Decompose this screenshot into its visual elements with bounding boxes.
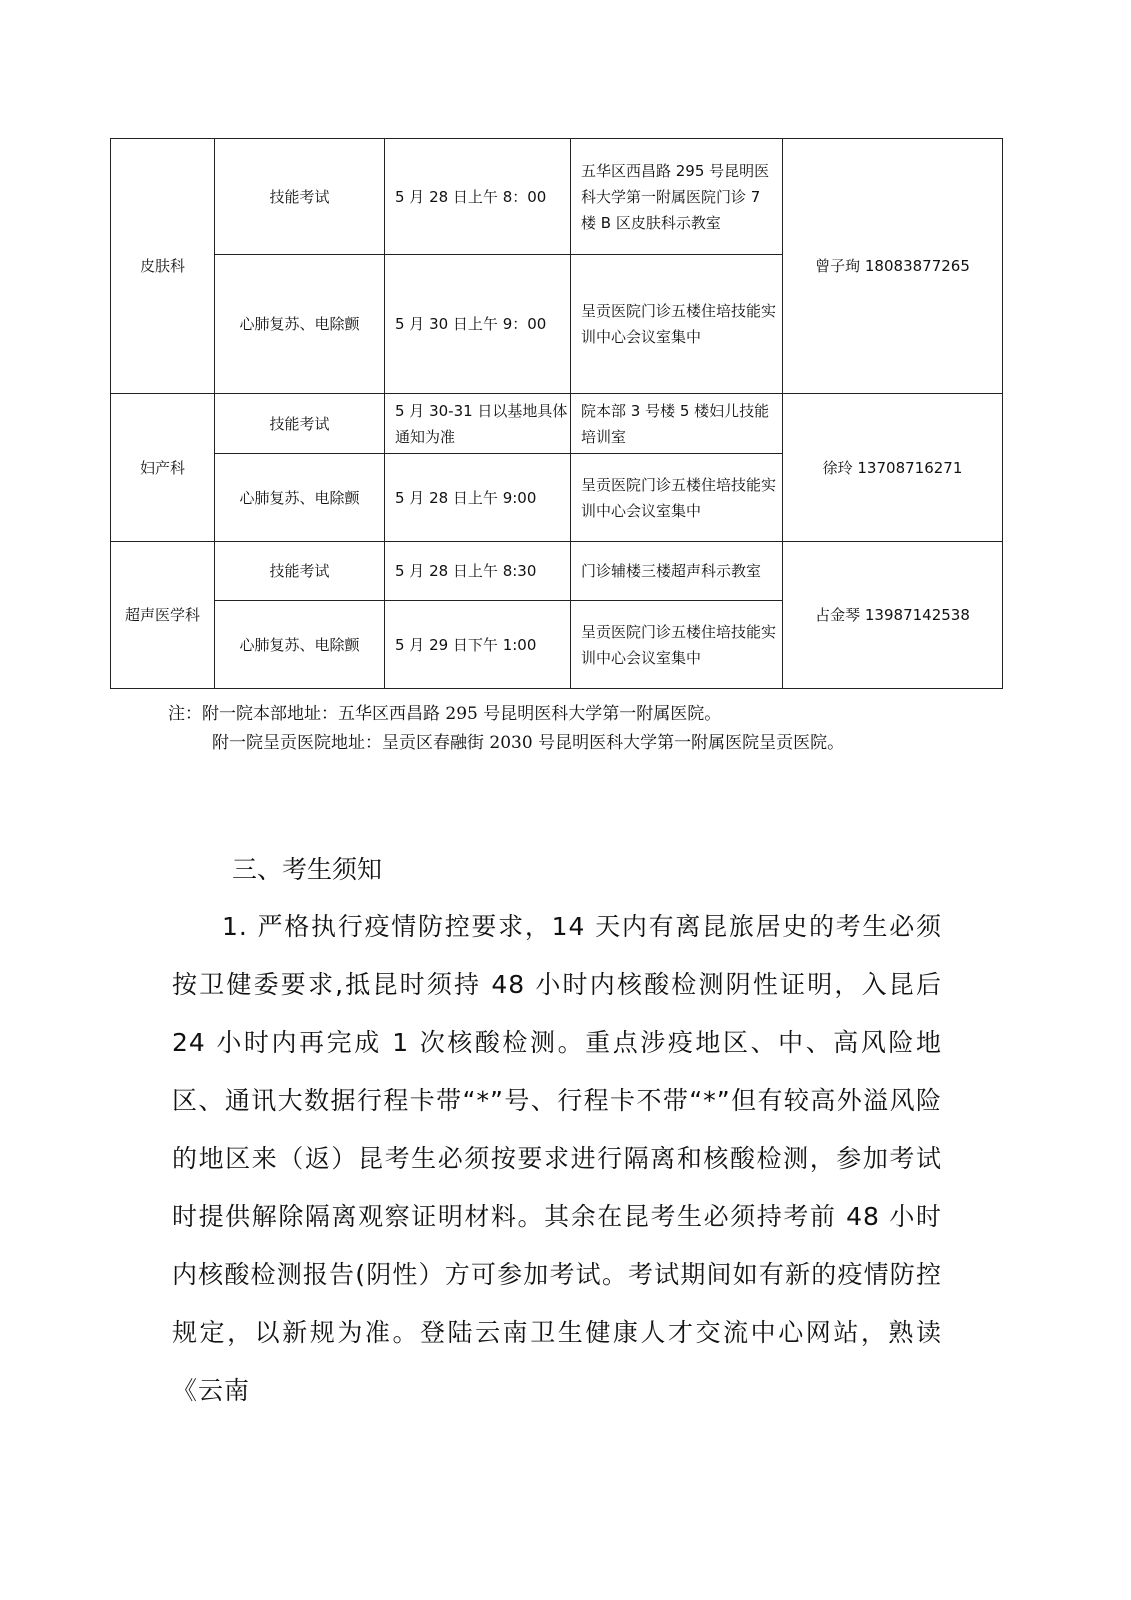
exam-cell: 技能考试	[215, 139, 385, 255]
dept-cell: 皮肤科	[111, 139, 215, 394]
address-note	[168, 700, 968, 758]
exam-cell: 心肺复苏、电除颤	[215, 601, 385, 689]
note-line-chenggong: 附一院呈贡医院地址：呈贡区春融街 2030 号昆明医科大学第一附属医院呈贡医院。	[212, 733, 845, 753]
time-cell: 5 月 28 日上午 9:00	[385, 454, 571, 542]
place-cell: 呈贡医院门诊五楼住培技能实训中心会议室集中	[571, 454, 783, 542]
table-row	[111, 139, 1003, 255]
time-cell: 5 月 30 日上午 9：00	[385, 255, 571, 394]
time-cell: 5 月 28 日上午 8：00	[385, 139, 571, 255]
contact-cell: 占金琴 13987142538	[783, 542, 1003, 689]
contact-cell: 曾子珣 18083877265	[783, 139, 1003, 394]
time-cell: 5 月 28 日上午 8:30	[385, 542, 571, 601]
time-cell: 5 月 30-31 日以基地具体通知为准	[385, 394, 571, 454]
table-row	[111, 542, 1003, 601]
exam-cell: 心肺复苏、电除颤	[215, 454, 385, 542]
place-cell: 呈贡医院门诊五楼住培技能实训中心会议室集中	[571, 601, 783, 689]
time-cell: 5 月 29 日下午 1:00	[385, 601, 571, 689]
place-cell: 呈贡医院门诊五楼住培技能实训中心会议室集中	[571, 255, 783, 394]
dept-cell: 妇产科	[111, 394, 215, 542]
contact-cell: 徐玲 13708716271	[783, 394, 1003, 542]
table-row	[111, 394, 1003, 454]
note-line-main-campus: 注：附一院本部地址：五华区西昌路 295 号昆明医科大学第一附属医院。	[168, 704, 722, 724]
exam-cell: 心肺复苏、电除颤	[215, 255, 385, 394]
section-paragraph: 1. 严格执行疫情防控要求，14 天内有离昆旅居史的考生必须按卫健委要求,抵昆时须持 48 小时内核酸检测阴性证明，入昆后 24 小时内再完成 1 次核酸检测。重点涉疫地区、中、高风险地区、通讯大数据行程卡带“*”号、行程卡不带“*”但有较高外溢风险的地区来（返）昆考生必须按要求进行隔离和核酸检测，参加考试时提供解除隔离观察证明材料。其余在昆考生必须持考前 48 小时内核酸检测报告(阴性）方可参加考试。考试期间如有新的疫情防控规定，以新规为准。登陆云南卫生健康人才交流中心网站，熟读《云南	[172, 912, 942, 1405]
place-cell: 门诊辅楼三楼超声科示教室	[571, 542, 783, 601]
place-cell: 五华区西昌路 295 号昆明医科大学第一附属医院门诊 7 楼 B 区皮肤科示教室	[571, 139, 783, 255]
exam-cell: 技能考试	[215, 394, 385, 454]
place-cell: 院本部 3 号楼 5 楼妇儿技能培训室	[571, 394, 783, 454]
exam-schedule-table	[110, 138, 1003, 689]
section-heading: 三、考生须知	[232, 855, 383, 884]
exam-cell: 技能考试	[215, 542, 385, 601]
dept-cell: 超声医学科	[111, 542, 215, 689]
